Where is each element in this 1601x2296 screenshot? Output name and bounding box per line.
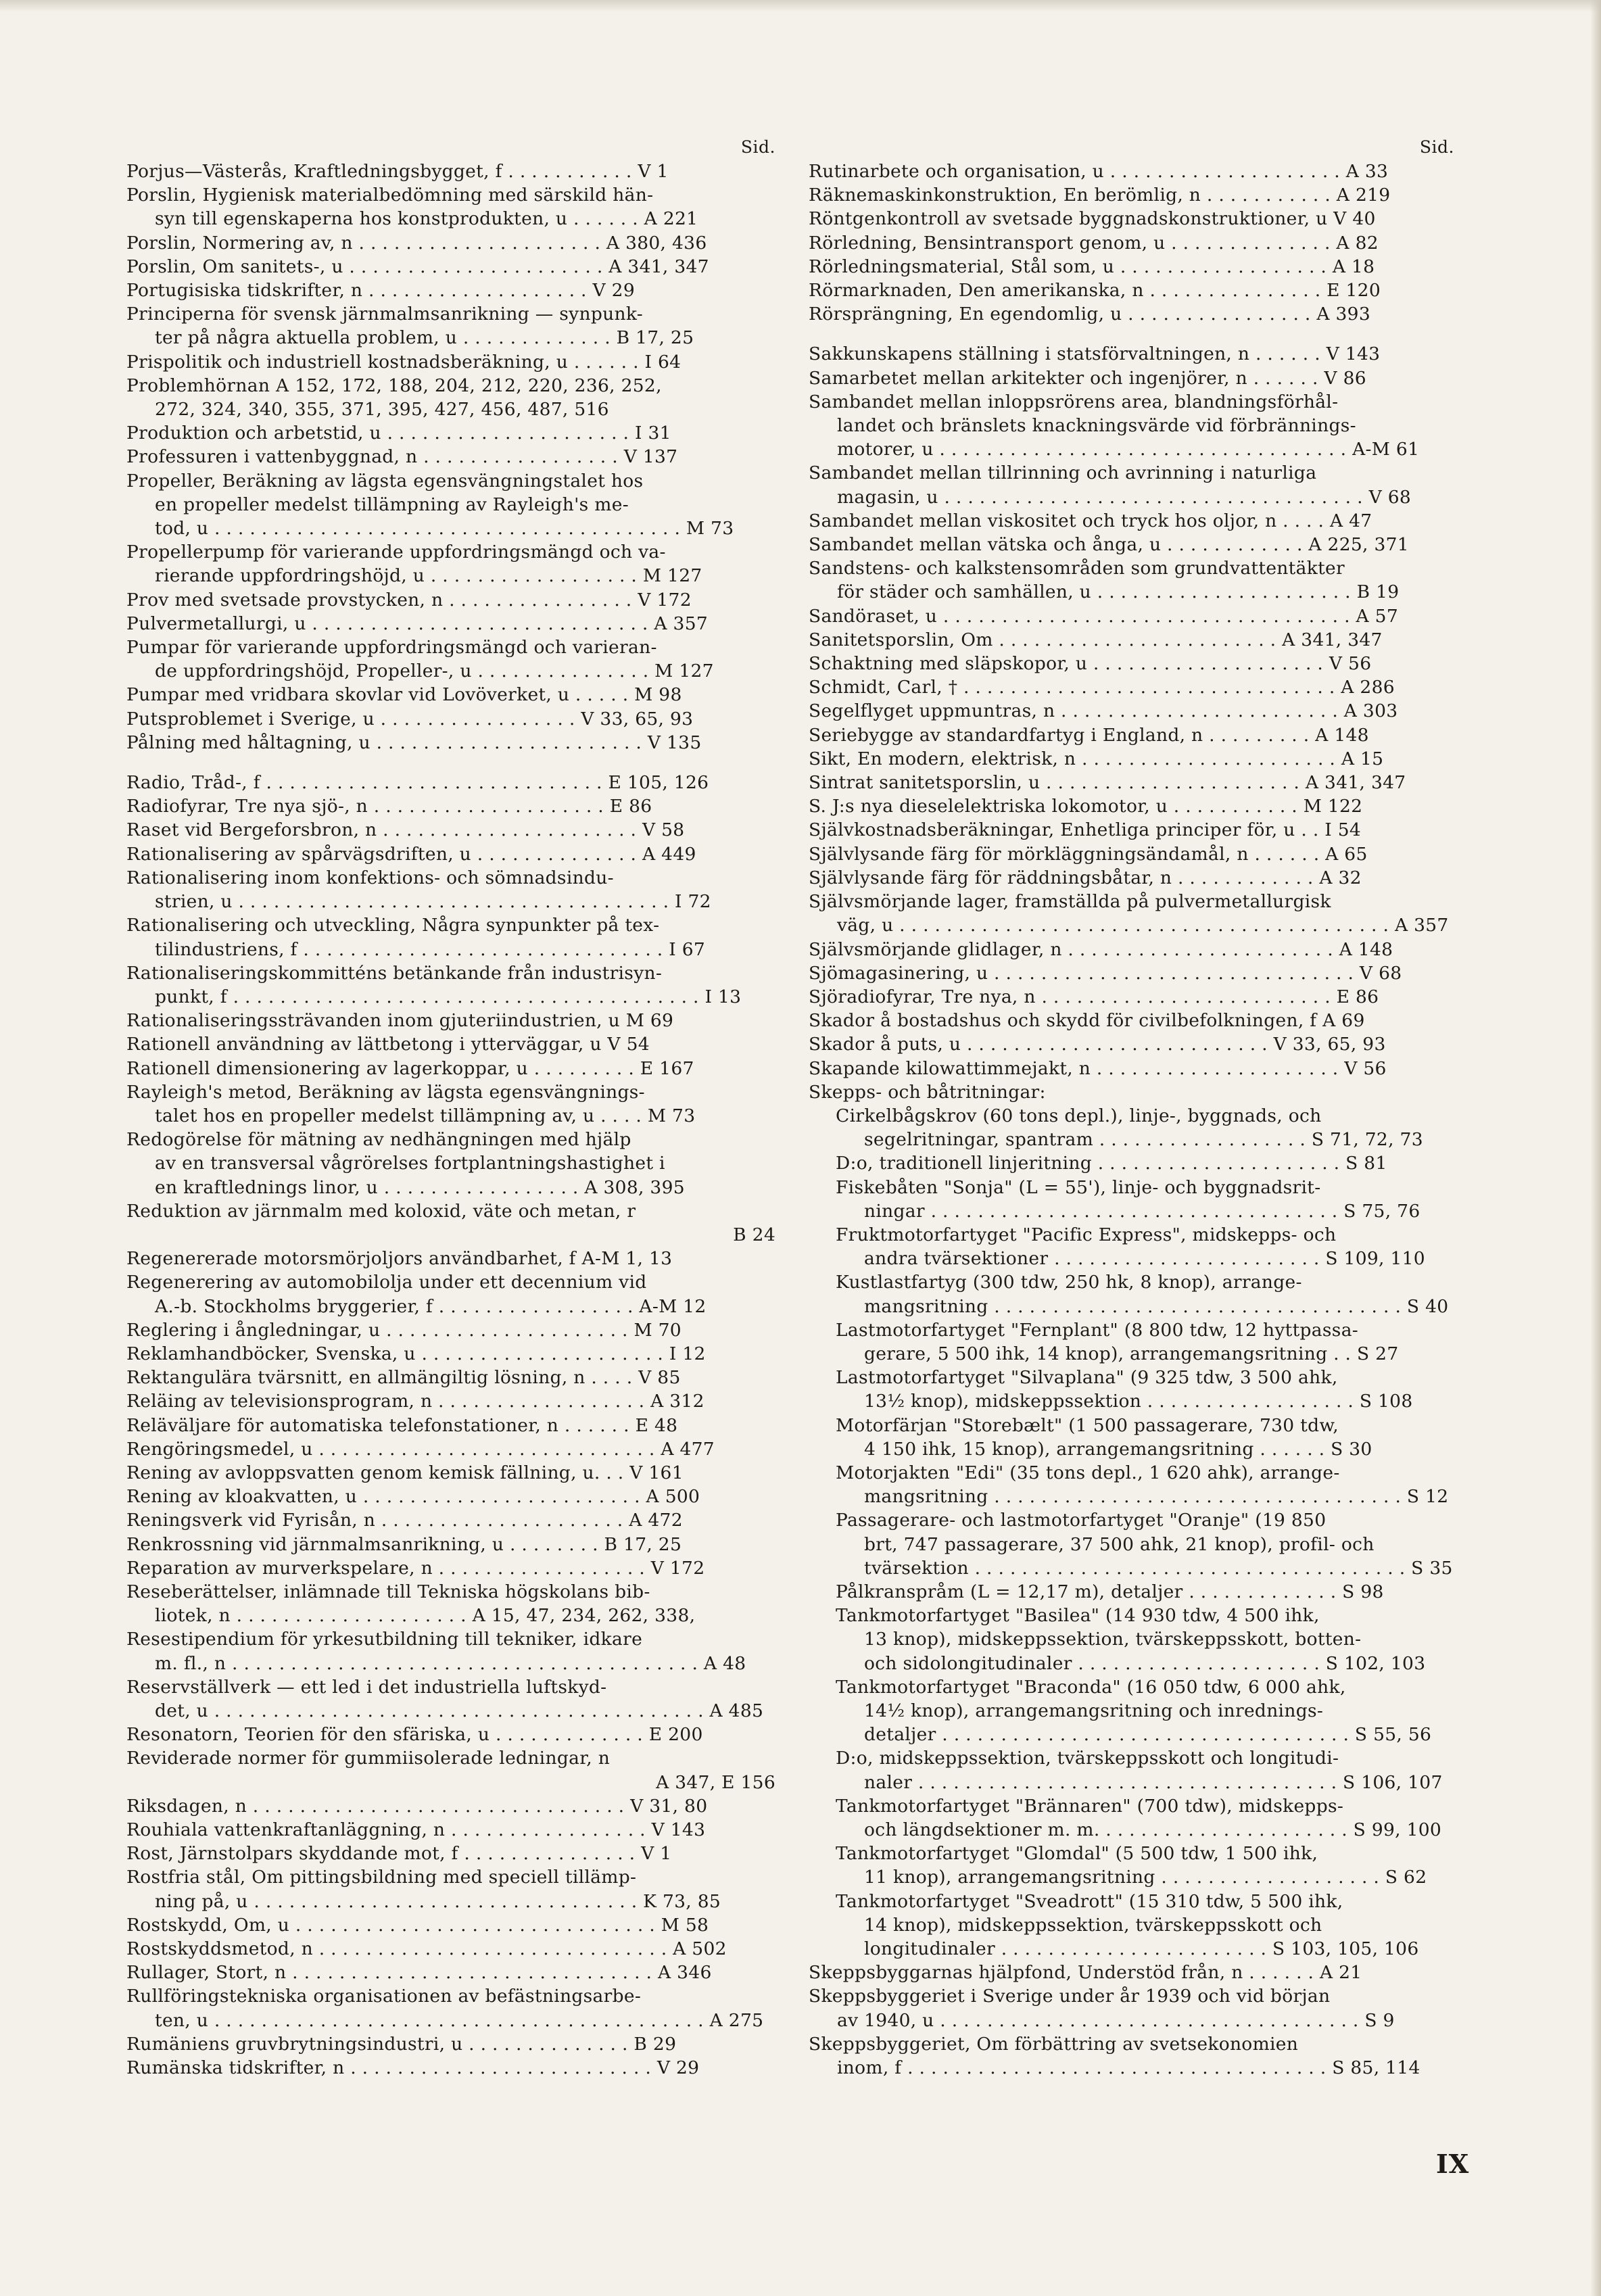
index-entry: Reläing av televisionsprogram, n . . . . . . . . . . . . . . . . . . A 312	[126, 1391, 704, 1412]
index-entry: Reparation av murverkspelare, n . . . . . . . . . . . . . . . . . . V 172	[126, 1557, 705, 1579]
index-entry: Sandstens- och kalkstensområden som grundvattentäkter	[809, 558, 1345, 579]
index-entry: Kustlastfartyg (300 tdw, 250 hk, 8 knop), arrange-	[836, 1272, 1302, 1293]
index-entry: tod, u . . . . . . . . . . . . . . . . . . . . . . . . . . . . . . . . . . . . . . . . M 73	[155, 518, 734, 540]
index-entry: Lastmotorfartyget "Silvaplana" (9 325 tdw, 3 500 ahk,	[836, 1367, 1338, 1389]
index-entry: tilindustriens, f . . . . . . . . . . . . . . . . . . . . . . . . . . . . . . . I 67	[155, 938, 706, 960]
index-entry: en propeller medelst tillämpning av Rayleigh's me-	[155, 494, 629, 515]
index-entry: A.-b. Stockholms bryggerier, f . . . . . . . . . . . . . . . . . A-M 12	[155, 1295, 707, 1317]
index-entry: Sambandet mellan viskositet och tryck hos oljor, n . . . . A 47	[809, 510, 1372, 531]
index-entry: Skeppsbyggarnas hjälpfond, Understöd från, n . . . . . . A 21	[809, 1962, 1362, 1984]
index-entry: 14½ knop), arrangemangsritning och inrednings-	[864, 1700, 1324, 1721]
index-entry: av 1940, u . . . . . . . . . . . . . . . . . . . . . . . . . . . . . . . . . . . . S 9	[837, 2009, 1395, 2031]
index-entry: Tankmotorfartyget "Sveadrott" (15 310 tdw, 5 500 ihk,	[836, 1890, 1343, 1912]
index-entry: Rost, Järnstolpars skyddande mot, f . . . . . . . . . . . . . . . V 1	[126, 1843, 672, 1865]
index-entry: Skepps- och båtritningar:	[809, 1081, 1046, 1103]
index-entry: A 347, E 156	[656, 1771, 775, 1793]
index-entry: Riksdagen, n . . . . . . . . . . . . . . . . . . . . . . . . . . . . . . . . V 31, 80	[126, 1795, 708, 1817]
index-entry: Pumpar för varierande uppfordringsmängd och varieran-	[126, 637, 657, 659]
index-entry: Fruktmotorfartyget "Pacific Express", midskepps- och	[836, 1224, 1337, 1245]
index-entry: Cirkelbågskrov (60 tons depl.), linje-, byggnads, och	[836, 1105, 1322, 1126]
index-entry: Rumäniens gruvbrytningsindustri, u . . . . . . . . . . . . . . B 29	[126, 2033, 677, 2055]
index-entry: Portugisiska tidskrifter, n . . . . . . . . . . . . . . . . . . . V 29	[126, 280, 635, 302]
index-entry: talet hos en propeller medelst tillämpning av, u . . . . M 73	[155, 1105, 696, 1126]
index-entry: Professuren i vattenbyggnad, n . . . . . . . . . . . . . . . . . V 137	[126, 446, 678, 468]
index-entry: andra tvärsektioner . . . . . . . . . . . . . . . . . . . . . . . S 109, 110	[864, 1248, 1425, 1270]
index-entry: Sikt, En modern, elektrisk, n . . . . . . . . . . . . . . . . . . . . . . A 15	[809, 748, 1384, 769]
index-entry: Sambandet mellan inloppsrörens area, blandningsförhål-	[809, 391, 1339, 412]
section-gap	[126, 755, 775, 771]
index-entry: 272, 324, 340, 355, 371, 395, 427, 456, 487, 516	[155, 399, 609, 421]
index-entry: Skador å puts, u . . . . . . . . . . . . . . . . . . . . . . . . . . V 33, 65, 93	[809, 1034, 1386, 1055]
index-entry: Fiskebåten "Sonja" (L = 55'), linje- och byggnadsrit-	[836, 1176, 1321, 1198]
page-number: IX	[1436, 2149, 1470, 2179]
index-entry: Röntgenkontroll av svetsade byggnadskonstruktioner, u V 40	[809, 208, 1376, 230]
sid-heading-left: Sid.	[740, 137, 775, 157]
index-entry: Resestipendium för yrkesutbildning till tekniker, idkare	[126, 1629, 643, 1650]
index-entry: mangsritning . . . . . . . . . . . . . . . . . . . . . . . . . . . . . . . . . . . S 12	[864, 1486, 1449, 1508]
index-entry: m. fl., n . . . . . . . . . . . . . . . . . . . . . . . . . . . . . . . . . . . . . . . . A 48	[155, 1652, 746, 1674]
index-entry: ter på några aktuella problem, u . . . . . . . . . . . . . B 17, 25	[155, 327, 694, 349]
index-entry: Sintrat sanitetsporslin, u . . . . . . . . . . . . . . . . . . . . . . A 341, 347	[809, 772, 1406, 794]
index-entry: Rationalisering inom konfektions- och sömnadsindu-	[126, 867, 614, 888]
index-entry: Rengöringsmedel, u . . . . . . . . . . . . . . . . . . . . . . . . . . . . . A 477	[126, 1438, 715, 1460]
index-entry: Porjus—Västerås, Kraftledningsbygget, f . . . . . . . . . . . V 1	[126, 161, 669, 182]
index-entry: rierande uppfordringshöjd, u . . . . . . . . . . . . . . . . . . M 127	[155, 565, 702, 587]
index-entry: ning på, u . . . . . . . . . . . . . . . . . . . . . . . . . . . . . . . . . K 73, 85	[155, 1890, 721, 1912]
index-entry: Redogörelse för mätning av nedhängningen med hjälp	[126, 1129, 631, 1151]
index-entry: Skador å bostadshus och skydd för civilbefolkningen, f A 69	[809, 1010, 1365, 1032]
index-entry: Passagerare- och lastmotorfartyget "Oranje" (19 850	[836, 1510, 1327, 1531]
index-entry: gerare, 5 500 ihk, 14 knop), arrangemangsritning . . S 27	[864, 1343, 1399, 1364]
index-entry: Reduktion av järnmalm med koloxid, väte och metan, r	[126, 1200, 636, 1222]
index-entry: Rayleigh's metod, Beräkning av lägsta egensvängnings-	[126, 1081, 645, 1103]
index-entry: Skapande kilowattimmejakt, n . . . . . . . . . . . . . . . . . . . . . V 56	[809, 1057, 1387, 1079]
index-entry: Reglering i ångledningar, u . . . . . . . . . . . . . . . . . . . . . M 70	[126, 1319, 682, 1341]
index-entry: Rening av kloakvatten, u . . . . . . . . . . . . . . . . . . . . . . . . A 500	[126, 1486, 700, 1508]
index-entry: Sambandet mellan tillrinning och avrinning i naturliga	[809, 462, 1317, 484]
index-entry: Prov med svetsade provstycken, n . . . . . . . . . . . . . . . . V 172	[126, 589, 692, 611]
index-entry: Rörsprängning, En egendomlig, u . . . . . . . . . . . . . . . . A 393	[809, 304, 1370, 325]
index-entry: Rationaliseringskommitténs betänkande från industrisyn-	[126, 962, 663, 984]
index-entry: Rationalisering av spårvägsdriften, u . . . . . . . . . . . . . . A 449	[126, 843, 696, 865]
index-entry: Skeppsbyggeriet i Sverige under år 1939 och vid början	[809, 1986, 1331, 2007]
index-entry: Pulvermetallurgi, u . . . . . . . . . . . . . . . . . . . . . . . . . . . . . A 357	[126, 613, 709, 634]
index-entry: liotek, n . . . . . . . . . . . . . . . . . . . . A 15, 47, 234, 262, 338,	[155, 1605, 696, 1627]
index-entry: Rouhiala vattenkraftanläggning, n . . . . . . . . . . . . . . . . . V 143	[126, 1819, 706, 1841]
index-entry: motorer, u . . . . . . . . . . . . . . . . . . . . . . . . . . . . . . . . . . . A-M 61	[837, 439, 1420, 460]
index-entry: Sjömagasinering, u . . . . . . . . . . . . . . . . . . . . . . . . . . . . . . . V 68	[809, 962, 1402, 984]
index-entry: Sanitetsporslin, Om . . . . . . . . . . . . . . . . . . . . . . . . A 341, 347	[809, 629, 1383, 650]
index-entry: Rullager, Stort, n . . . . . . . . . . . . . . . . . . . . . . . . . . . . . . . A 346	[126, 1962, 712, 1984]
index-entry: Putsproblemet i Sverige, u . . . . . . . . . . . . . . . . . V 33, 65, 93	[126, 708, 694, 730]
index-entry: Rektangulära tvärsnitt, en allmängiltig lösning, n . . . . V 85	[126, 1367, 681, 1389]
index-entry: för städer och samhällen, u . . . . . . . . . . . . . . . . . . . . . . B 19	[837, 581, 1400, 603]
index-entry: Produktion och arbetstid, u . . . . . . . . . . . . . . . . . . . . . I 31	[126, 423, 671, 444]
index-entry: Schaktning med släpskopor, u . . . . . . . . . . . . . . . . . . . . V 56	[809, 653, 1372, 675]
index-entry: Renkrossning vid järnmalmsanrikning, u . . . . . . . . B 17, 25	[126, 1533, 682, 1555]
index-entry: Porslin, Hygienisk materialbedömning med särskild hän-	[126, 185, 654, 206]
index-entry: Rostskydd, Om, u . . . . . . . . . . . . . . . . . . . . . . . . . . . . . . . M 58	[126, 1914, 709, 1936]
index-entries-right	[809, 160, 1454, 2080]
index-entry: Reseberättelser, inlämnade till Tekniska högskolans bib-	[126, 1581, 650, 1602]
index-entry: av en transversal vågrörelses fortplantningshastighet i	[155, 1153, 665, 1174]
index-entry: Rationalisering och utveckling, Några synpunkter på tex-	[126, 915, 660, 936]
index-entry: magasin, u . . . . . . . . . . . . . . . . . . . . . . . . . . . . . . . . . . . . V 68	[837, 486, 1412, 508]
index-entry: B 24	[733, 1224, 775, 1245]
index-column-left	[126, 135, 775, 2080]
index-entry: Principerna för svensk järnmalmsanrikning — synpunk-	[126, 304, 643, 325]
index-entry: punkt, f . . . . . . . . . . . . . . . . . . . . . . . . . . . . . . . . . . . . . . . . I 13	[155, 986, 742, 1007]
index-entry: D:o, traditionell linjeritning . . . . . . . . . . . . . . . . . . . . . S 81	[836, 1153, 1387, 1174]
index-entry: Pålning med håltagning, u . . . . . . . . . . . . . . . . . . . . . . . V 135	[126, 732, 702, 753]
index-entry: Motorfärjan "Storebælt" (1 500 passagerare, 730 tdw,	[836, 1414, 1339, 1436]
index-entry: inom, f . . . . . . . . . . . . . . . . . . . . . . . . . . . . . . . . . . . . S 85, 114	[837, 2057, 1420, 2079]
index-entry: de uppfordringshöjd, Propeller-, u . . . . . . . . . . . . . . . M 127	[155, 661, 714, 682]
index-entry: Samarbetet mellan arkitekter och ingenjörer, n . . . . . . V 86	[809, 367, 1366, 389]
index-entry: Propeller, Beräkning av lägsta egensvängningstalet hos	[126, 470, 644, 492]
index-entry: Porslin, Om sanitets-, u . . . . . . . . . . . . . . . . . . . . . . A 341, 347	[126, 256, 709, 277]
index-entry: Schmidt, Carl, † . . . . . . . . . . . . . . . . . . . . . . . . . . . . . . . . A 286	[809, 677, 1395, 698]
index-entry: Självsmörjande lager, framställda på pulvermetallurgisk	[809, 891, 1331, 913]
page-edge-shadow-right	[1590, 0, 1601, 2296]
index-entry: Självkostnadsberäkningar, Enhetliga principer för, u . . I 54	[809, 819, 1362, 841]
index-entry: en kraftlednings linor, u . . . . . . . . . . . . . . . . . A 308, 395	[155, 1176, 685, 1198]
index-entry: Radio, Tråd-, f . . . . . . . . . . . . . . . . . . . . . . . . . . . . . E 105, 126	[126, 772, 709, 794]
index-entry: 11 knop), arrangemangsritning . . . . . . . . . . . . . . . . . . . S 62	[864, 1867, 1427, 1888]
index-entry: Radiofyrar, Tre nya sjö-, n . . . . . . . . . . . . . . . . . . . . E 86	[126, 796, 652, 817]
index-entry: Regenerering av automobilolja under ett decennium vid	[126, 1272, 647, 1293]
index-entry: longitudinaler . . . . . . . . . . . . . . . . . . . . . . . S 103, 105, 106	[864, 1938, 1419, 1960]
index-entry: Rörmarknaden, Den amerikanska, n . . . . . . . . . . . . . . . E 120	[809, 280, 1381, 302]
page-edge-shadow-top	[0, 0, 1601, 12]
index-entry: Reläväljare för automatiska telefonstationer, n . . . . . . E 48	[126, 1414, 678, 1436]
index-entry: Rationell dimensionering av lagerkoppar, u . . . . . . . . . E 167	[126, 1057, 694, 1079]
index-entry: Självlysande färg för räddningsbåtar, n . . . . . . . . . . . . A 32	[809, 867, 1362, 888]
index-entry: Problemhörnan A 152, 172, 188, 204, 212, 220, 236, 252,	[126, 375, 662, 396]
index-entry: D:o, midskeppssektion, tvärskeppsskott och longitudi-	[836, 1748, 1339, 1769]
index-entry: ningar . . . . . . . . . . . . . . . . . . . . . . . . . . . . . . . . . . . S 75, 76	[864, 1200, 1420, 1222]
index-entry: naler . . . . . . . . . . . . . . . . . . . . . . . . . . . . . . . . . . . . S 106, 107	[864, 1771, 1443, 1793]
index-entry: Skeppsbyggeriet, Om förbättring av svetsekonomien	[809, 2033, 1299, 2055]
index-entry: och sidolongitudinaler . . . . . . . . . . . . . . . . . . . . . S 102, 103	[864, 1652, 1426, 1674]
index-column-right	[809, 135, 1454, 2080]
index-entry: Regenererade motorsmörjoljors användbarhet, f A-M 1, 13	[126, 1248, 673, 1270]
index-entry: Rörledning, Bensintransport genom, u . . . . . . . . . . . . . . A 82	[809, 232, 1379, 254]
index-entry: Rationell användning av lättbetong i ytterväggar, u V 54	[126, 1034, 650, 1055]
index-entry: Självsmörjande glidlager, n . . . . . . . . . . . . . . . . . . . . . . . A 148	[809, 938, 1393, 960]
index-entry: Seriebygge av standardfartyg i England, n . . . . . . . . . A 148	[809, 724, 1369, 746]
section-gap	[809, 326, 1454, 342]
index-entry: och längdsektioner m. m. . . . . . . . . . . . . . . . . . . . . . S 99, 100	[864, 1819, 1442, 1841]
index-entry: landet och bränslets knackningsvärde vid förbrännings-	[837, 415, 1356, 437]
index-entry: Tankmotorfartyget "Glomdal" (5 500 tdw, 1 500 ihk,	[836, 1843, 1318, 1865]
index-entry: 13½ knop), midskeppssektion . . . . . . . . . . . . . . . . . . S 108	[864, 1391, 1413, 1412]
index-entry: Rörledningsmaterial, Stål som, u . . . . . . . . . . . . . . . . . . A 18	[809, 256, 1375, 277]
index-entry: Sjöradiofyrar, Tre nya, n . . . . . . . . . . . . . . . . . . . . . . . . . E 86	[809, 986, 1379, 1007]
index-entry: Rullföringstekniska organisationen av befästningsarbe-	[126, 1986, 642, 2007]
index-entry: Pålkranspråm (L = 12,17 m), detaljer . . . . . . . . . . . . . S 98	[836, 1581, 1384, 1602]
index-entry: segelritningar, spantram . . . . . . . . . . . . . . . . . . S 71, 72, 73	[864, 1129, 1423, 1151]
index-entry: Tankmotorfartyget "Basilea" (14 930 tdw, 4 500 ihk,	[836, 1605, 1320, 1627]
index-entry: Tankmotorfartyget "Braconda" (16 050 tdw, 6 000 ahk,	[836, 1676, 1346, 1698]
index-entry: Lastmotorfartyget "Fernplant" (8 800 tdw, 12 hyttpassa-	[836, 1319, 1359, 1341]
index-entry: Sakkunskapens ställning i statsförvaltningen, n . . . . . . V 143	[809, 343, 1381, 365]
index-entry: 13 knop), midskeppssektion, tvärskeppsskott, botten-	[864, 1629, 1362, 1650]
index-entry: Resonatorn, Teorien för den sfäriska, u . . . . . . . . . . . . . E 200	[126, 1724, 703, 1746]
index-entry: Segelflyget uppmuntras, n . . . . . . . . . . . . . . . . . . . . . . . . A 303	[809, 700, 1398, 722]
index-entries-left	[126, 160, 775, 2080]
index-entry: väg, u . . . . . . . . . . . . . . . . . . . . . . . . . . . . . . . . . . . . . . . . . . A 357	[837, 915, 1449, 936]
index-entry: Porslin, Normering av, n . . . . . . . . . . . . . . . . . . . . . A 380, 436	[126, 232, 707, 254]
index-entry: tvärsektion . . . . . . . . . . . . . . . . . . . . . . . . . . . . . . . . . . . . . S 35	[864, 1557, 1453, 1579]
index-entry: Reviderade normer för gummiisolerade ledningar, n	[126, 1748, 611, 1769]
index-entry: Självlysande färg för mörkläggningsändamål, n . . . . . . A 65	[809, 843, 1368, 865]
index-entry: S. J:s nya dieselelektriska lokomotor, u . . . . . . . . . . . M 122	[809, 796, 1363, 817]
index-entry: Motorjakten "Edi" (35 tons depl., 1 620 ahk), arrange-	[836, 1462, 1340, 1483]
index-entry: Rening av avloppsvatten genom kemisk fällning, u. . . V 161	[126, 1462, 684, 1483]
index-entry: Pumpar med vridbara skovlar vid Lovöverket, u . . . . . M 98	[126, 684, 682, 706]
index-entry: Reningsverk vid Fyrisån, n . . . . . . . . . . . . . . . . . . . . . A 472	[126, 1510, 683, 1531]
index-entry: Tankmotorfartyget "Brännaren" (700 tdw), midskepps-	[836, 1795, 1344, 1817]
index-entry: ten, u . . . . . . . . . . . . . . . . . . . . . . . . . . . . . . . . . . . . . . . . . . A 275	[155, 2009, 764, 2031]
index-entry: Sambandet mellan vätska och ånga, u . . . . . . . . . . . . A 225, 371	[809, 534, 1409, 556]
index-entry: Reservställverk — ett led i det industriella luftskyd-	[126, 1676, 607, 1698]
index-entry: strien, u . . . . . . . . . . . . . . . . . . . . . . . . . . . . . . . . . . . . . I 72	[155, 891, 711, 913]
index-entry: detaljer . . . . . . . . . . . . . . . . . . . . . . . . . . . . . . . . . . . S 55, 56	[864, 1724, 1432, 1746]
index-entry: Sandöraset, u . . . . . . . . . . . . . . . . . . . . . . . . . . . . . . . . . . . A 57	[809, 605, 1399, 627]
index-entry: Raset vid Bergeforsbron, n . . . . . . . . . . . . . . . . . . . . . . V 58	[126, 819, 685, 841]
index-entry: det, u . . . . . . . . . . . . . . . . . . . . . . . . . . . . . . . . . . . . . . . . . . A 485	[155, 1700, 764, 1721]
sid-heading-right: Sid.	[1419, 137, 1454, 157]
index-entry: Reklamhandböcker, Svenska, u . . . . . . . . . . . . . . . . . . . . . I 12	[126, 1343, 706, 1364]
index-entry: Rostfria stål, Om pittingsbildning med speciell tillämp-	[126, 1867, 637, 1888]
index-entry: Prispolitik och industriell kostnadsberäkning, u . . . . . . I 64	[126, 351, 682, 373]
index-entry: Rationaliseringssträvanden inom gjuteriindustrien, u M 69	[126, 1010, 674, 1032]
index-entry: 14 knop), midskeppssektion, tvärskeppsskott och	[864, 1914, 1322, 1936]
index-entry: Räknemaskinkonstruktion, En berömlig, n . . . . . . . . . . . A 219	[809, 185, 1391, 206]
index-entry: Rostskyddsmetod, n . . . . . . . . . . . . . . . . . . . . . . . . . . . . . . A 502	[126, 1938, 727, 1960]
index-entry: 4 150 ihk, 15 knop), arrangemangsritning . . . . . . S 30	[864, 1438, 1372, 1460]
index-entry: syn till egenskaperna hos konstprodukten, u . . . . . . A 221	[155, 208, 698, 230]
index-entry: Propellerpump för varierande uppfordringsmängd och va-	[126, 542, 666, 563]
index-entry: Rutinarbete och organisation, u . . . . . . . . . . . . . . . . . . . . A 33	[809, 161, 1389, 182]
index-entry: mangsritning . . . . . . . . . . . . . . . . . . . . . . . . . . . . . . . . . . . S 40	[864, 1295, 1449, 1317]
index-entry: brt, 747 passagerare, 37 500 ahk, 21 knop), profil- och	[864, 1533, 1375, 1555]
index-entry: Rumänska tidskrifter, n . . . . . . . . . . . . . . . . . . . . . . . . . . V 29	[126, 2057, 700, 2079]
